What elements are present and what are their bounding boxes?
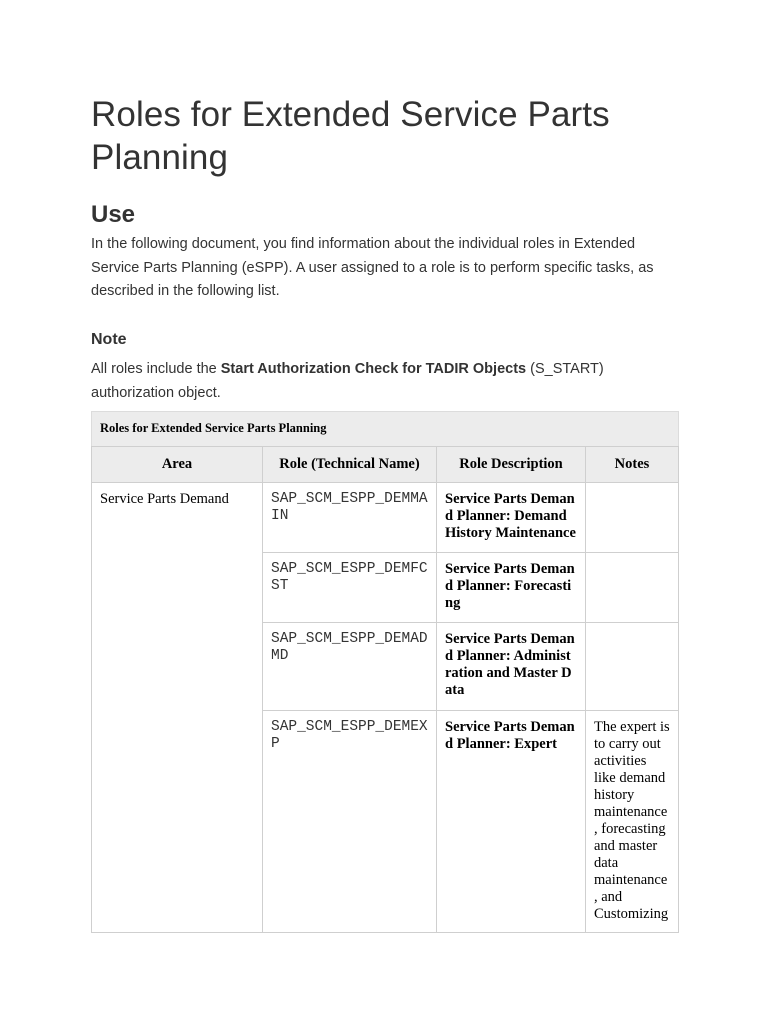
header-area: Area [92,446,263,482]
note-paragraph [91,357,677,405]
notes-cell: The expert is to carry out activities like demand history maintenance, forecasting and master data maintenance, and Customizing [586,710,679,932]
intro-paragraph: In the following document, you find information about the individual roles in Extended Service Parts Planning (eSPP). A user assigned to a role is to perform specific tasks, as described in the following list. [91,236,654,299]
role-description-cell: Service Parts Demand Planner: Forecasting [437,552,586,622]
note-heading: Note [91,330,127,348]
note-prefix: All roles include the [91,360,221,377]
roles-table [91,411,679,933]
role-description-cell: Service Parts Demand Planner: Demand History Maintenance [437,482,586,552]
page-title: Roles for Extended Service Parts Planning [91,95,610,177]
technical-name-cell: SAP_SCM_ESPP_DEMADMD [263,622,437,710]
note-bold-object: Start Authorization Check for TADIR Objects [220,360,527,377]
notes-cell [586,482,679,552]
area-cell: Service Parts Demand [92,482,263,932]
header-notes: Notes [586,446,679,482]
technical-name-cell: SAP_SCM_ESPP_DEMEXP [263,710,437,932]
table-row [92,482,679,552]
use-heading: Use [91,201,136,228]
header-technical-name: Role (Technical Name) [263,446,437,482]
note-suffix: (S_START) authorization object. [91,360,604,401]
notes-cell [586,552,679,622]
notes-cell [586,622,679,710]
role-description-cell: Service Parts Demand Planner: Expert [437,710,586,932]
header-role-description: Role Description [437,446,586,482]
table-header-row [92,446,679,482]
role-description-cell: Service Parts Demand Planner: Administration and Master Data [437,622,586,710]
technical-name-cell: SAP_SCM_ESPP_DEMMAIN [263,482,437,552]
technical-name-cell: SAP_SCM_ESPP_DEMFCST [263,552,437,622]
table-caption: Roles for Extended Service Parts Planning [91,411,679,446]
